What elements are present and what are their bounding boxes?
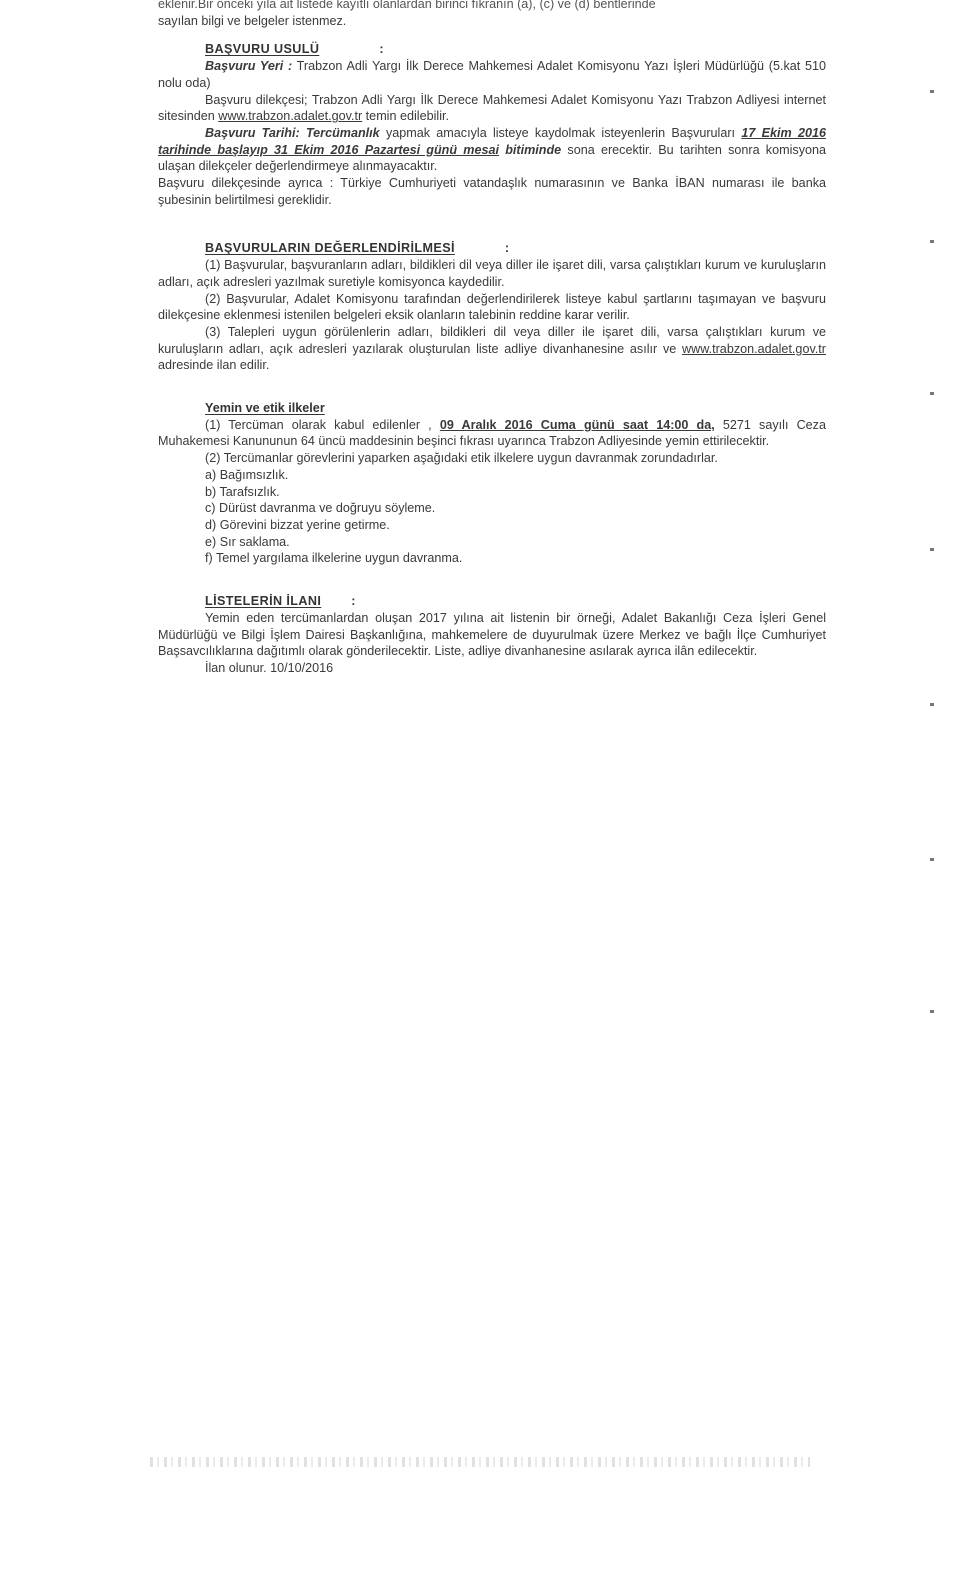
basvuru-yeri-label: Başvuru Yeri : bbox=[205, 59, 293, 74]
degerlendirme-item-2: (2) Başvurular, Adalet Komisyonu tarafından değerlendirilerek listeye kabul şartlarını taşımayan ve başvuru dilekçesine eklenmesi istenilen belgeleri eksik olanların talebinin reddine karar verilir. bbox=[158, 291, 826, 323]
ethics-list bbox=[158, 467, 826, 567]
margin-mark bbox=[930, 392, 934, 395]
section-degerlendirme bbox=[158, 240, 826, 374]
margin-mark bbox=[930, 548, 934, 551]
closing-line: İlan olunur. 10/10/2016 bbox=[205, 660, 334, 675]
margin-mark bbox=[930, 703, 934, 706]
heading-text: LİSTELERİN İLANI bbox=[205, 594, 322, 609]
list-item: e) Sır saklama. bbox=[205, 534, 290, 549]
yemin-item-1: (1) Tercüman olarak kabul edilenler , 09 Aralık 2016 Cuma günü saat 14:00 da, 5271 sayılı Ceza Muhakemesi Kanununun 64 üncü maddesinin beşinci fıkrası uyarınca Trabzon Adliyesinde yemin ettirilecektir. bbox=[158, 417, 826, 449]
ilan-paragraph: Yemin eden tercümanlardan oluşan 2017 yılına ait listenin bir örneği, Adalet Bakanlığı Ceza İşleri Genel Müdürlüğü ve Bilgi İşlem Dairesi Başkanlığına, mahkemelere de duyurulmak üzere Merkez ve bağlı İlçe Cumhuriyet Başsavcılıklarına dağıtımlı olarak gönderilecektir. Liste, adliye divanhanesine asılarak ayrıca ilân edilecektir. bbox=[158, 610, 826, 659]
cut-top-line: eklenir.Bir önceki yıla ait listede kayıtlı olanlardan birinci fıkranın (a), (c) ve (d) bentlerinde bbox=[158, 0, 656, 11]
yemin-item-2: (2) Tercümanlar görevlerini yaparken aşağıdaki etik ilkelere uygun davranmak zorundadırlar. bbox=[205, 451, 718, 466]
heading-text: BAŞVURU USULÜ bbox=[205, 42, 320, 57]
oath-date: 09 Aralık 2016 Cuma günü saat 14:00 da, bbox=[439, 417, 715, 432]
basvuru-tarihi-label: Başvuru Tarihi: Tercümanlık bbox=[205, 125, 380, 140]
dilekce-paragraph: Başvuru dilekçesi; Trabzon Adli Yargı İlk Derece Mahkemesi Adalet Komisyonu Yazı Trabzon Adliyesi internet sitesinden www.trabzon.adalet.gov.tr temin edilebilir. bbox=[158, 92, 826, 124]
top-line-2: sayılan bilgi ve belgeler istenmez. bbox=[158, 13, 347, 28]
list-item: c) Dürüst davranma ve doğruyu söyleme. bbox=[205, 501, 436, 516]
basvuru-yeri-paragraph: Başvuru Yeri : Trabzon Adli Yargı İlk Derece Mahkemesi Adalet Komisyonu Yazı İşleri Müdürlüğü (5.kat 510 nolu oda) bbox=[158, 59, 826, 90]
website-link[interactable]: www.trabzon.adalet.gov.tr bbox=[682, 341, 826, 356]
section-basvuru-usulu bbox=[158, 41, 826, 208]
heading-yemin bbox=[205, 400, 826, 417]
document-page bbox=[158, 0, 826, 677]
continued-text bbox=[158, 0, 826, 29]
degerlendirme-item-1: (1) Başvurular, başvuranların adları, bildikleri dil veya diller ile işaret dili, varsa çalıştıkları kurum ve kuruluşların adları, açık adresleri yazılmak suretiyle komisyonca kaydedilir. bbox=[158, 258, 826, 289]
section-ilan bbox=[158, 593, 826, 677]
section-yemin bbox=[158, 400, 826, 567]
list-item: a) Bağımsızlık. bbox=[205, 467, 289, 482]
iban-paragraph: Başvuru dilekçesinde ayrıca : Türkiye Cumhuriyeti vatandaşlık numarasının ve Banka İBAN numarası ile banka şubesinin belirtilmesi gereklidir. bbox=[158, 176, 826, 207]
list-item: b) Tarafsızlık. bbox=[205, 484, 280, 499]
website-link[interactable]: www.trabzon.adalet.gov.tr bbox=[218, 109, 363, 124]
degerlendirme-item-3: (3) Talepleri uygun görülenlerin adları, bildikleri dil veya diller ile işaret dili, varsa çalıştıkları kurum ve kuruluşların adları, açık adresleri yazılarak oluşturulan liste adliye divanhanesine asılır ve www.trabzon.adalet.gov.tr adresinde ilan edilir. bbox=[158, 324, 826, 373]
margin-mark bbox=[930, 1010, 934, 1013]
scan-noise bbox=[150, 1457, 810, 1467]
basvuru-tarihi-paragraph: Başvuru Tarihi: Tercümanlık yapmak amacıyla listeye kaydolmak isteyenlerin Başvuruları 17 Ekim 2016 tarihinde başlayıp 31 Ekim 2016 Pazartesi günü mesai bitiminde sona erecektir. Bu tarihten sonra komisyona ulaşan dilekçeler değerlendirmeye alınmayacaktır. bbox=[158, 125, 827, 174]
heading-text: BAŞVURULARIN DEĞERLENDİRİLMESİ bbox=[205, 241, 455, 256]
margin-mark bbox=[930, 858, 934, 861]
heading-ilan: LİSTELERİN İLANI : bbox=[205, 594, 356, 609]
heading-text: Yemin ve etik ilkeler bbox=[205, 401, 325, 416]
heading-degerlendirme: BAŞVURULARIN DEĞERLENDİRİLMESİ : bbox=[205, 241, 510, 256]
application-dates: 17 Ekim 2016 tarihinde başlayıp 31 Ekim 2016 Pazartesi günü mesai bbox=[158, 125, 826, 157]
margin-mark bbox=[930, 90, 934, 93]
list-item: d) Görevini bizzat yerine getirme. bbox=[205, 517, 390, 532]
list-item: f) Temel yargılama ilkelerine uygun davranma. bbox=[205, 551, 463, 566]
margin-mark bbox=[930, 240, 934, 243]
heading-basvuru-usulu: BAŞVURU USULÜ : bbox=[205, 42, 384, 57]
